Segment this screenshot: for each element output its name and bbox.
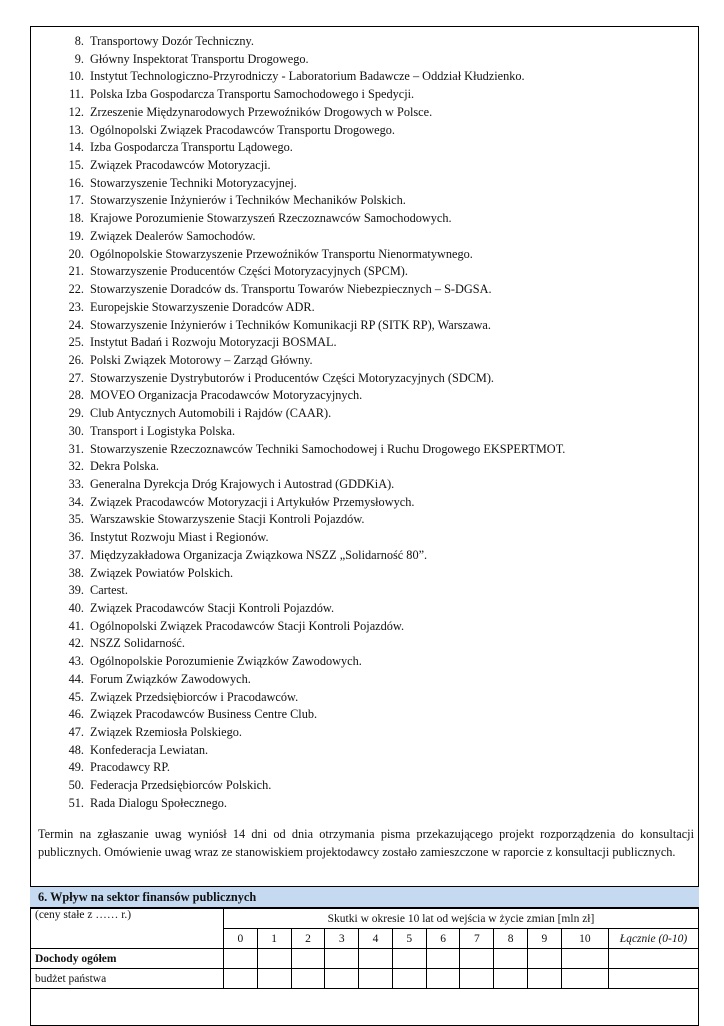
- list-item: [38, 600, 565, 618]
- year-header: 2: [291, 929, 325, 949]
- list-item-name: Forum Związków Zawodowych.: [90, 671, 251, 686]
- year-header: 3: [325, 929, 359, 949]
- list-item-name: Europejskie Stowarzyszenie Doradców ADR.: [90, 299, 315, 314]
- list-item-number: 21.: [68, 264, 84, 279]
- list-item: [38, 724, 565, 742]
- list-item-name: Transportowy Dozór Techniczny.: [90, 34, 254, 48]
- organization-list: [38, 33, 565, 813]
- list-item-name: Generalna Dyrekcja Dróg Krajowych i Autostrad (GDDKiA).: [90, 476, 395, 491]
- list-item: [38, 759, 565, 777]
- year-header: 0: [224, 929, 258, 949]
- list-item-number: 20.: [68, 246, 84, 261]
- list-item-number: 46.: [68, 707, 84, 722]
- list-item: [38, 529, 565, 547]
- list-item: [38, 653, 565, 671]
- list-item-name: Stowarzyszenie Producentów Części Motoryzacyjnych (SPCM).: [90, 264, 408, 279]
- list-item: [38, 210, 565, 228]
- list-item: [38, 618, 565, 636]
- list-item: [38, 635, 565, 653]
- list-item-name: Międzyzakładowa Organizacja Związkowa NSZZ „Solidarność 80”.: [90, 547, 428, 562]
- list-item: [38, 777, 565, 795]
- list-item-number: 47.: [68, 725, 84, 740]
- list-item-number: 36.: [68, 530, 84, 545]
- list-item-number: 40.: [68, 601, 84, 615]
- list-item-number: 29.: [68, 406, 84, 421]
- list-item-number: 43.: [68, 654, 84, 669]
- list-item-number: 27.: [68, 370, 84, 385]
- list-item-name: Ogólnopolskie Porozumienie Związków Zawodowych.: [90, 654, 362, 669]
- list-item-number: 8.: [74, 34, 84, 48]
- list-item: [38, 51, 565, 69]
- list-item: [38, 246, 565, 264]
- list-item-name: Rada Dialogu Społecznego.: [90, 795, 227, 810]
- year-header: 7: [460, 929, 494, 949]
- list-item: [38, 742, 565, 760]
- list-item-name: Związek Przedsiębiorców i Pracodawców.: [90, 689, 299, 704]
- list-item-number: 9.: [74, 51, 84, 66]
- list-item: [38, 122, 565, 140]
- list-item: [38, 86, 565, 104]
- list-item-name: Związek Powiatów Polskich.: [90, 565, 234, 580]
- year-header: 4: [359, 929, 393, 949]
- list-item-number: 26.: [68, 352, 84, 367]
- list-item-name: Polski Związek Motorowy – Zarząd Główny.: [90, 352, 313, 367]
- list-item: [38, 299, 565, 317]
- list-item-number: 30.: [68, 423, 84, 438]
- list-item-name: MOVEO Organizacja Pracodawców Motoryzacyjnych.: [90, 388, 363, 403]
- year-header: 9: [528, 929, 562, 949]
- list-item: [38, 228, 565, 246]
- list-item: [38, 263, 565, 281]
- list-item-name: Związek Rzemiosła Polskiego.: [90, 725, 242, 740]
- list-item-name: Ogólnopolski Związek Pracodawców Stacji Kontroli Pojazdów.: [90, 618, 405, 633]
- list-item-name: Konfederacja Lewiatan.: [90, 742, 209, 757]
- list-item-number: 45.: [68, 689, 84, 704]
- list-item-number: 17.: [68, 193, 84, 208]
- list-item: [38, 795, 565, 813]
- list-item-name: Stowarzyszenie Doradców ds. Transportu Towarów Niebezpiecznych – S-DGSA.: [90, 282, 492, 297]
- list-item-name: Ogólnopolskie Stowarzyszenie Przewoźników Transportu Nienormatywnego.: [90, 246, 473, 261]
- list-item: [38, 476, 565, 494]
- list-item: [38, 317, 565, 335]
- list-item-name: Izba Gospodarcza Transportu Lądowego.: [90, 140, 293, 155]
- row-label: Dochody ogółem: [31, 949, 224, 969]
- list-item: [38, 352, 565, 370]
- list-item: [38, 565, 565, 583]
- list-item: [38, 582, 565, 600]
- list-item-name: NSZZ Solidarność.: [90, 636, 185, 651]
- list-item: [38, 33, 565, 51]
- list-item: [38, 494, 565, 512]
- list-item-name: Zrzeszenie Międzynarodowych Przewoźników Drogowych w Polsce.: [90, 104, 433, 119]
- year-header: 8: [494, 929, 528, 949]
- finance-table: [30, 908, 699, 989]
- list-item: [38, 423, 565, 441]
- list-item-name: Główny Inspektorat Transportu Drogowego.: [90, 51, 309, 66]
- list-item: [38, 511, 565, 529]
- list-item-number: 49.: [68, 760, 84, 775]
- list-item-name: Federacja Przedsiębiorców Polskich.: [90, 778, 272, 793]
- list-item-name: Stowarzyszenie Techniki Motoryzacyjnej.: [90, 175, 297, 190]
- list-item-number: 10.: [68, 69, 84, 84]
- list-item-name: Stowarzyszenie Inżynierów i Techników Komunikacji RP (SITK RP), Warszawa.: [90, 317, 491, 332]
- list-item: [38, 458, 565, 476]
- list-item: [38, 192, 565, 210]
- consultation-note: Termin na zgłaszanie uwag wyniósł 14 dni od dnia otrzymania pisma przekazującego projekt rozporządzenia do konsultacji publicznych. Omówienie uwag wraz ze stanowiskiem projektodawcy zostało zamieszczone w raporcie z konsultacji publicznych.: [38, 827, 694, 859]
- list-item-number: 22.: [68, 282, 84, 297]
- list-item-number: 18.: [68, 211, 84, 226]
- list-item-name: Polska Izba Gospodarcza Transportu Samochodowego i Spedycji.: [90, 87, 415, 102]
- list-item-name: Stowarzyszenie Rzeczoznawców Techniki Samochodowej i Ruchu Drogowego EKSPERTMOT.: [90, 441, 566, 456]
- list-item-name: Cartest.: [90, 583, 128, 598]
- year-header: 5: [392, 929, 426, 949]
- total-header: Łącznie (0-10): [609, 929, 699, 949]
- list-item-number: 32.: [68, 459, 84, 474]
- section-6-header: 6. Wpływ na sektor finansów publicznych: [30, 886, 699, 908]
- list-item: [38, 441, 565, 459]
- table-row: [31, 949, 699, 969]
- list-item-name: Club Antycznych Automobili i Rajdów (CAAR).: [90, 406, 332, 421]
- list-item-number: 44.: [68, 671, 84, 686]
- list-item-number: 19.: [68, 228, 84, 243]
- list-item-name: Instytut Technologiczno-Przyrodniczy - Laboratorium Badawcze – Oddział Kłudzienko.: [90, 69, 525, 84]
- list-item-number: 15.: [68, 158, 84, 173]
- list-item-name: Związek Pracodawców Motoryzacji i Artykułów Przemysłowych.: [90, 494, 415, 509]
- list-item-name: Związek Pracodawców Business Centre Club.: [90, 707, 318, 722]
- list-item-name: Instytut Badań i Rozwoju Motoryzacji BOSMAL.: [90, 335, 337, 350]
- year-header: 1: [257, 929, 291, 949]
- list-item-number: 41.: [68, 618, 84, 633]
- list-item-number: 50.: [68, 778, 84, 793]
- list-item-name: Stowarzyszenie Dystrybutorów i Producentów Części Motoryzacyjnych (SDCM).: [90, 370, 495, 385]
- list-item-number: 16.: [68, 175, 84, 190]
- list-item-number: 23.: [68, 299, 84, 314]
- list-item: [38, 370, 565, 388]
- list-item: [38, 139, 565, 157]
- year-header: 10: [561, 929, 608, 949]
- effects-header: Skutki w okresie 10 lat od wejścia w życie zmian [mln zł]: [224, 909, 699, 929]
- list-item-number: 11.: [69, 87, 84, 102]
- list-item-number: 25.: [68, 335, 84, 350]
- prices-label: (ceny stałe z …… r.): [31, 909, 224, 949]
- list-item-name: Warszawskie Stowarzyszenie Stacji Kontroli Pojazdów.: [90, 512, 365, 527]
- list-item-number: 42.: [68, 636, 84, 651]
- list-item-name: Pracodawcy RP.: [90, 760, 170, 775]
- list-item: [38, 157, 565, 175]
- list-item-name: Transport i Logistyka Polska.: [90, 423, 236, 438]
- list-item: [38, 547, 565, 565]
- list-item: [38, 706, 565, 724]
- list-item-name: Dekra Polska.: [90, 459, 159, 474]
- list-item: [38, 405, 565, 423]
- list-item: [38, 281, 565, 299]
- list-item: [38, 671, 565, 689]
- list-item-number: 35.: [68, 512, 84, 527]
- list-item-number: 38.: [68, 565, 84, 580]
- list-item: [38, 387, 565, 405]
- list-item-name: Związek Pracodawców Motoryzacji.: [90, 158, 271, 173]
- list-item-number: 13.: [68, 122, 84, 137]
- list-item-number: 39.: [68, 583, 84, 598]
- list-item-number: 31.: [68, 441, 84, 456]
- list-item-name: Krajowe Porozumienie Stowarzyszeń Rzeczoznawców Samochodowych.: [90, 211, 452, 226]
- list-item: [38, 689, 565, 707]
- year-header: 6: [426, 929, 460, 949]
- list-item-number: 24.: [68, 317, 84, 332]
- list-item-number: 51.: [68, 795, 84, 810]
- table-row: [31, 969, 699, 989]
- list-item-number: 33.: [68, 476, 84, 491]
- row-label: budżet państwa: [31, 969, 224, 989]
- list-item-number: 12.: [68, 104, 84, 119]
- list-item-number: 34.: [68, 494, 84, 509]
- list-item: [38, 175, 565, 193]
- list-item: [38, 334, 565, 352]
- list-item: [38, 68, 565, 86]
- list-item-name: Związek Dealerów Samochodów.: [90, 228, 256, 243]
- list-item-name: Stowarzyszenie Inżynierów i Techników Mechaników Polskich.: [90, 193, 406, 208]
- list-item-number: 14.: [68, 140, 84, 155]
- list-item-name: Instytut Rozwoju Miast i Regionów.: [90, 530, 269, 545]
- list-item-number: 28.: [68, 388, 84, 403]
- list-item-number: 48.: [68, 742, 84, 757]
- list-item-name: Związek Pracodawców Stacji Kontroli Pojazdów.: [90, 601, 335, 615]
- list-item-name: Ogólnopolski Związek Pracodawców Transportu Drogowego.: [90, 122, 395, 137]
- list-item-number: 37.: [68, 547, 84, 562]
- list-item: [38, 104, 565, 122]
